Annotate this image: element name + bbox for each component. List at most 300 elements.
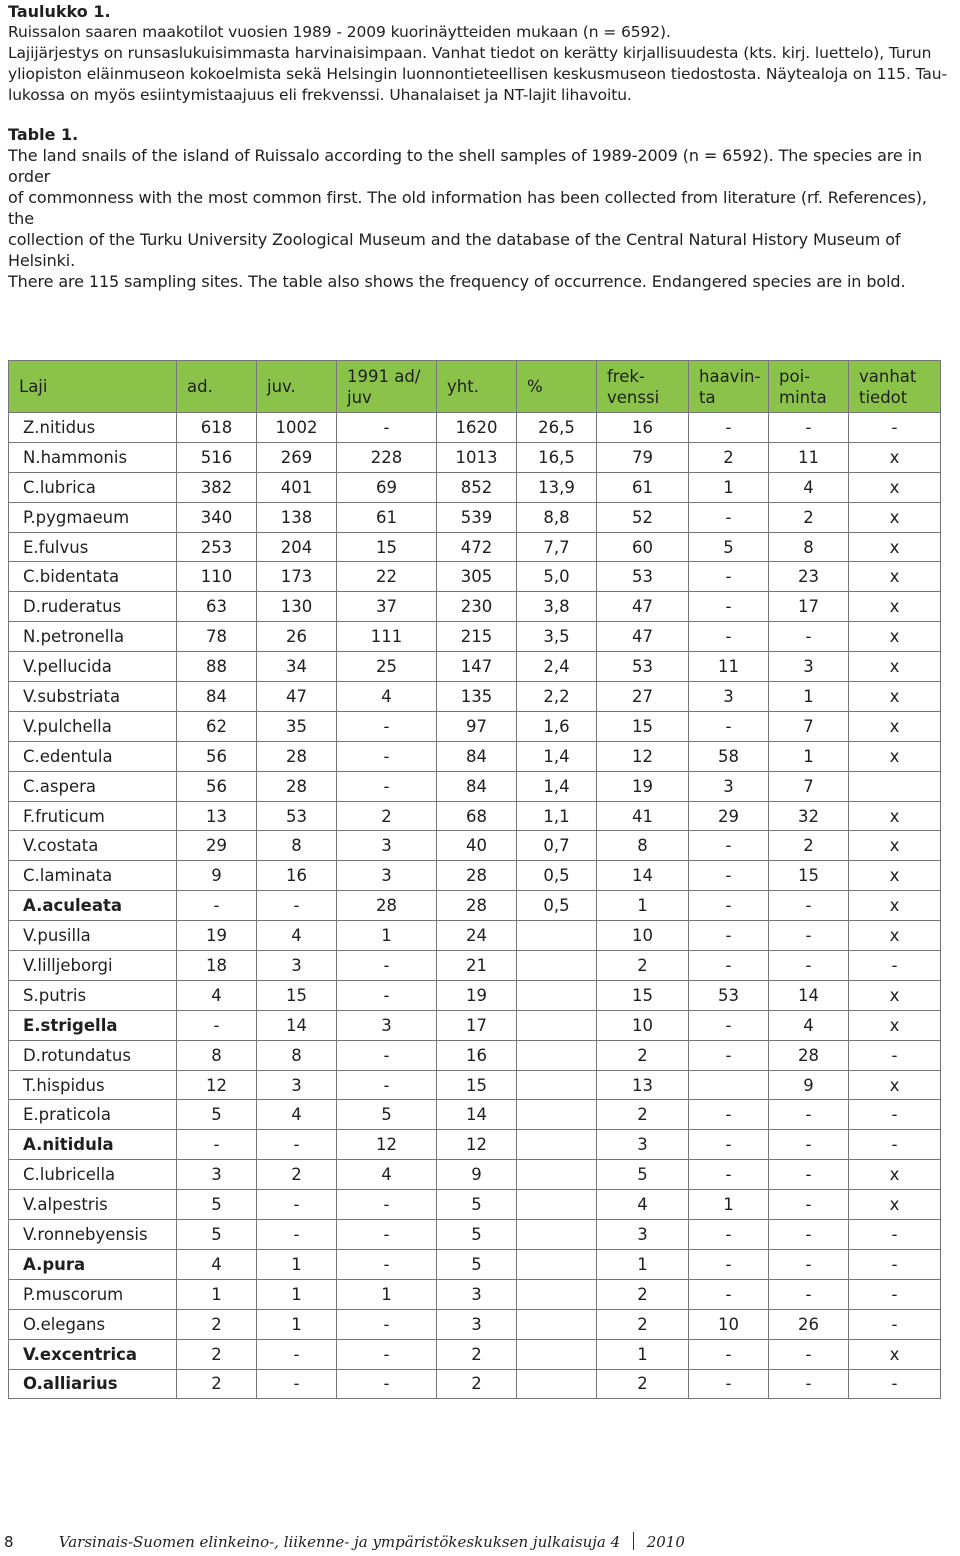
value-cell: - bbox=[689, 861, 769, 891]
value-cell: - bbox=[689, 1010, 769, 1040]
value-cell: 12 bbox=[597, 741, 689, 771]
value-cell: 1 bbox=[597, 1249, 689, 1279]
value-cell: 58 bbox=[689, 741, 769, 771]
value-cell: 1013 bbox=[437, 442, 517, 472]
table-row bbox=[9, 1339, 941, 1369]
publication-name: Varsinais-Suomen elinkeino-, liikenne- ja ympäristökeskuksen julkaisuja 4 bbox=[58, 1533, 621, 1551]
value-cell: - bbox=[689, 592, 769, 622]
value-cell: 2 bbox=[597, 1279, 689, 1309]
value-cell: - bbox=[689, 1220, 769, 1250]
table-row bbox=[9, 652, 941, 682]
species-cell: C.aspera bbox=[9, 771, 177, 801]
value-cell: 130 bbox=[257, 592, 337, 622]
value-cell: 2,2 bbox=[517, 682, 597, 712]
value-cell: x bbox=[849, 682, 941, 712]
value-cell: 2 bbox=[437, 1339, 517, 1369]
value-cell: 12 bbox=[177, 1070, 257, 1100]
value-cell: 28 bbox=[437, 891, 517, 921]
value-cell: 47 bbox=[597, 592, 689, 622]
value-cell: - bbox=[769, 1249, 849, 1279]
value-cell: 21 bbox=[437, 951, 517, 981]
species-cell: S.putris bbox=[9, 980, 177, 1010]
value-cell: - bbox=[337, 413, 437, 443]
species-cell: V.lilljeborgi bbox=[9, 951, 177, 981]
value-cell: 305 bbox=[437, 562, 517, 592]
value-cell: 2 bbox=[597, 1100, 689, 1130]
table-row bbox=[9, 562, 941, 592]
value-cell: x bbox=[849, 622, 941, 652]
table-row bbox=[9, 801, 941, 831]
value-cell: 25 bbox=[337, 652, 437, 682]
table-row bbox=[9, 1220, 941, 1250]
value-cell: 13 bbox=[177, 801, 257, 831]
value-cell: 19 bbox=[437, 980, 517, 1010]
table-row bbox=[9, 1040, 941, 1070]
value-cell: - bbox=[769, 891, 849, 921]
value-cell: 15 bbox=[769, 861, 849, 891]
value-cell: 24 bbox=[437, 921, 517, 951]
value-cell: 3 bbox=[257, 1070, 337, 1100]
value-cell: - bbox=[689, 1160, 769, 1190]
value-cell: x bbox=[849, 1190, 941, 1220]
value-cell: 0,7 bbox=[517, 831, 597, 861]
value-cell: 401 bbox=[257, 472, 337, 502]
value-cell: x bbox=[849, 1070, 941, 1100]
value-cell bbox=[517, 1279, 597, 1309]
value-cell: 2 bbox=[597, 1309, 689, 1339]
table-row bbox=[9, 1279, 941, 1309]
table-row bbox=[9, 771, 941, 801]
value-cell: 110 bbox=[177, 562, 257, 592]
value-cell: - bbox=[689, 1040, 769, 1070]
value-cell: 26,5 bbox=[517, 413, 597, 443]
publication-year: 2010 bbox=[646, 1533, 685, 1551]
species-cell: C.lubricella bbox=[9, 1160, 177, 1190]
value-cell: 41 bbox=[597, 801, 689, 831]
caption-line-en: The land snails of the island of Ruissalo according to the shell samples of 1989-2009 (n = 6592). The species are in order bbox=[8, 146, 923, 186]
value-cell: 47 bbox=[597, 622, 689, 652]
page-number: 8 bbox=[4, 1533, 14, 1551]
value-cell: 4 bbox=[337, 682, 437, 712]
caption-line-en: There are 115 sampling sites. The table also shows the frequency of occurrence. Endangered species are in bold. bbox=[8, 272, 906, 291]
species-cell: E.fulvus bbox=[9, 532, 177, 562]
value-cell bbox=[517, 1339, 597, 1369]
value-cell: 3 bbox=[337, 861, 437, 891]
table-row bbox=[9, 1369, 941, 1399]
table-row bbox=[9, 921, 941, 951]
value-cell bbox=[689, 1070, 769, 1100]
value-cell: 2 bbox=[257, 1160, 337, 1190]
caption-line-fi: Lajijärjestys on runsaslukuisimmasta harvinaisimpaan. Vanhat tiedot on kerätty kirjallisuudesta (kts. kirj. luettelo), Turun bbox=[8, 44, 932, 62]
table-row bbox=[9, 1010, 941, 1040]
value-cell: - bbox=[689, 831, 769, 861]
table-row bbox=[9, 442, 941, 472]
table-row bbox=[9, 711, 941, 741]
value-cell: x bbox=[849, 891, 941, 921]
value-cell: 23 bbox=[769, 562, 849, 592]
value-cell: x bbox=[849, 1010, 941, 1040]
species-cell: T.hispidus bbox=[9, 1070, 177, 1100]
value-cell: x bbox=[849, 532, 941, 562]
value-cell: 1620 bbox=[437, 413, 517, 443]
value-cell: 32 bbox=[769, 801, 849, 831]
value-cell: 5 bbox=[177, 1190, 257, 1220]
table-row bbox=[9, 622, 941, 652]
value-cell: 516 bbox=[177, 442, 257, 472]
species-cell: P.pygmaeum bbox=[9, 502, 177, 532]
value-cell bbox=[517, 1130, 597, 1160]
value-cell: 230 bbox=[437, 592, 517, 622]
table-row bbox=[9, 1309, 941, 1339]
value-cell bbox=[517, 1220, 597, 1250]
value-cell: x bbox=[849, 442, 941, 472]
value-cell: 253 bbox=[177, 532, 257, 562]
value-cell: 8 bbox=[769, 532, 849, 562]
column-header: poi- minta bbox=[769, 361, 849, 413]
value-cell: 1 bbox=[689, 472, 769, 502]
value-cell: - bbox=[257, 1190, 337, 1220]
species-cell: N.hammonis bbox=[9, 442, 177, 472]
value-cell: - bbox=[769, 921, 849, 951]
value-cell: 2,4 bbox=[517, 652, 597, 682]
value-cell: 3 bbox=[769, 652, 849, 682]
value-cell: 84 bbox=[177, 682, 257, 712]
species-cell: F.fruticum bbox=[9, 801, 177, 831]
value-cell: x bbox=[849, 831, 941, 861]
table-row bbox=[9, 682, 941, 712]
value-cell: x bbox=[849, 562, 941, 592]
value-cell bbox=[517, 980, 597, 1010]
value-cell: 56 bbox=[177, 771, 257, 801]
value-cell: - bbox=[337, 1040, 437, 1070]
value-cell: 3 bbox=[597, 1220, 689, 1250]
value-cell: - bbox=[769, 622, 849, 652]
value-cell: 135 bbox=[437, 682, 517, 712]
caption-title-en: Table 1. bbox=[8, 125, 79, 144]
value-cell: x bbox=[849, 592, 941, 622]
table-row bbox=[9, 1100, 941, 1130]
value-cell: 4 bbox=[257, 1100, 337, 1130]
value-cell: 1,4 bbox=[517, 771, 597, 801]
table-row bbox=[9, 1130, 941, 1160]
value-cell: 29 bbox=[689, 801, 769, 831]
value-cell: 5 bbox=[177, 1100, 257, 1130]
value-cell bbox=[517, 1309, 597, 1339]
value-cell: x bbox=[849, 502, 941, 532]
species-cell: A.pura bbox=[9, 1249, 177, 1279]
value-cell: 2 bbox=[437, 1369, 517, 1399]
species-cell: E.strigella bbox=[9, 1010, 177, 1040]
value-cell: 2 bbox=[769, 502, 849, 532]
value-cell: 53 bbox=[689, 980, 769, 1010]
value-cell: 5,0 bbox=[517, 562, 597, 592]
value-cell: 0,5 bbox=[517, 861, 597, 891]
value-cell: 12 bbox=[337, 1130, 437, 1160]
species-cell: V.pulchella bbox=[9, 711, 177, 741]
value-cell: 340 bbox=[177, 502, 257, 532]
value-cell: - bbox=[337, 741, 437, 771]
column-header: % bbox=[517, 361, 597, 413]
value-cell: 22 bbox=[337, 562, 437, 592]
value-cell: 16 bbox=[257, 861, 337, 891]
value-cell: - bbox=[337, 1309, 437, 1339]
value-cell: 78 bbox=[177, 622, 257, 652]
value-cell: 28 bbox=[769, 1040, 849, 1070]
value-cell: 1 bbox=[597, 891, 689, 921]
value-cell: 852 bbox=[437, 472, 517, 502]
value-cell: 3 bbox=[689, 682, 769, 712]
value-cell: - bbox=[769, 1130, 849, 1160]
value-cell: - bbox=[177, 1010, 257, 1040]
value-cell: 138 bbox=[257, 502, 337, 532]
value-cell: 5 bbox=[337, 1100, 437, 1130]
value-cell: 2 bbox=[177, 1339, 257, 1369]
value-cell: 14 bbox=[769, 980, 849, 1010]
value-cell: - bbox=[689, 1339, 769, 1369]
column-header: yht. bbox=[437, 361, 517, 413]
value-cell: - bbox=[689, 502, 769, 532]
value-cell: 5 bbox=[689, 532, 769, 562]
species-cell: Z.nitidus bbox=[9, 413, 177, 443]
species-cell: D.rotundatus bbox=[9, 1040, 177, 1070]
value-cell: 4 bbox=[257, 921, 337, 951]
value-cell bbox=[517, 1249, 597, 1279]
value-cell: - bbox=[769, 951, 849, 981]
value-cell: 26 bbox=[769, 1309, 849, 1339]
table-header-row bbox=[9, 361, 941, 413]
value-cell: 53 bbox=[597, 652, 689, 682]
value-cell: 63 bbox=[177, 592, 257, 622]
value-cell: - bbox=[337, 951, 437, 981]
species-cell: D.ruderatus bbox=[9, 592, 177, 622]
value-cell: - bbox=[689, 622, 769, 652]
value-cell: 19 bbox=[177, 921, 257, 951]
value-cell: - bbox=[769, 1160, 849, 1190]
value-cell: 228 bbox=[337, 442, 437, 472]
value-cell: x bbox=[849, 980, 941, 1010]
species-cell: C.lubrica bbox=[9, 472, 177, 502]
value-cell: 47 bbox=[257, 682, 337, 712]
value-cell: 215 bbox=[437, 622, 517, 652]
value-cell: 2 bbox=[177, 1369, 257, 1399]
value-cell: 9 bbox=[437, 1160, 517, 1190]
species-cell: C.laminata bbox=[9, 861, 177, 891]
table-row bbox=[9, 502, 941, 532]
value-cell: - bbox=[849, 1279, 941, 1309]
table-row bbox=[9, 861, 941, 891]
value-cell: 2 bbox=[597, 1040, 689, 1070]
value-cell: - bbox=[769, 1279, 849, 1309]
value-cell: 1 bbox=[257, 1249, 337, 1279]
value-cell: 97 bbox=[437, 711, 517, 741]
value-cell: 40 bbox=[437, 831, 517, 861]
value-cell: 16 bbox=[597, 413, 689, 443]
value-cell: 7,7 bbox=[517, 532, 597, 562]
value-cell: - bbox=[689, 711, 769, 741]
value-cell bbox=[517, 1190, 597, 1220]
table-row bbox=[9, 1160, 941, 1190]
value-cell: 1 bbox=[257, 1309, 337, 1339]
table-row bbox=[9, 592, 941, 622]
page-footer bbox=[4, 1532, 685, 1551]
value-cell: - bbox=[257, 1130, 337, 1160]
value-cell: 3 bbox=[177, 1160, 257, 1190]
value-cell: 53 bbox=[597, 562, 689, 592]
value-cell bbox=[517, 921, 597, 951]
value-cell: 1 bbox=[689, 1190, 769, 1220]
value-cell: 34 bbox=[257, 652, 337, 682]
value-cell: 10 bbox=[597, 1010, 689, 1040]
value-cell: 8 bbox=[257, 1040, 337, 1070]
value-cell: 1 bbox=[337, 1279, 437, 1309]
value-cell: 539 bbox=[437, 502, 517, 532]
value-cell: 4 bbox=[769, 472, 849, 502]
value-cell: 3 bbox=[437, 1279, 517, 1309]
species-cell: C.bidentata bbox=[9, 562, 177, 592]
value-cell: 7 bbox=[769, 771, 849, 801]
value-cell: 16,5 bbox=[517, 442, 597, 472]
value-cell: - bbox=[257, 1369, 337, 1399]
value-cell bbox=[517, 1040, 597, 1070]
species-cell: V.ronnebyensis bbox=[9, 1220, 177, 1250]
value-cell: 17 bbox=[769, 592, 849, 622]
value-cell: - bbox=[849, 1130, 941, 1160]
value-cell: 84 bbox=[437, 741, 517, 771]
snail-table bbox=[8, 360, 941, 1399]
value-cell: - bbox=[689, 1130, 769, 1160]
value-cell: 4 bbox=[177, 1249, 257, 1279]
caption-line-fi: yliopiston eläinmuseon kokoelmista sekä Helsingin luonnontieteellisen keskusmuseon tiedostosta. Näytealoja on 115. Tau- bbox=[8, 65, 948, 83]
caption-line-en: collection of the Turku University Zoological Museum and the database of the Central Natural History Museum of Helsinki. bbox=[8, 230, 901, 270]
value-cell: x bbox=[849, 861, 941, 891]
value-cell: 4 bbox=[597, 1190, 689, 1220]
table-row bbox=[9, 980, 941, 1010]
value-cell: 37 bbox=[337, 592, 437, 622]
value-cell: 3 bbox=[257, 951, 337, 981]
value-cell: 26 bbox=[257, 622, 337, 652]
value-cell: 147 bbox=[437, 652, 517, 682]
species-cell: V.excentrica bbox=[9, 1339, 177, 1369]
value-cell: 10 bbox=[689, 1309, 769, 1339]
value-cell: 5 bbox=[177, 1220, 257, 1250]
column-header: haavin- ta bbox=[689, 361, 769, 413]
value-cell: - bbox=[337, 1220, 437, 1250]
value-cell: 472 bbox=[437, 532, 517, 562]
value-cell: 3 bbox=[337, 831, 437, 861]
value-cell: 10 bbox=[597, 921, 689, 951]
value-cell: 19 bbox=[597, 771, 689, 801]
species-cell: P.muscorum bbox=[9, 1279, 177, 1309]
species-cell: A.aculeata bbox=[9, 891, 177, 921]
value-cell: x bbox=[849, 1339, 941, 1369]
value-cell: - bbox=[769, 1100, 849, 1130]
value-cell: 68 bbox=[437, 801, 517, 831]
value-cell: 61 bbox=[597, 472, 689, 502]
caption-title-fi: Taulukko 1. bbox=[8, 2, 111, 21]
species-cell: V.pellucida bbox=[9, 652, 177, 682]
value-cell: 27 bbox=[597, 682, 689, 712]
value-cell: x bbox=[849, 801, 941, 831]
value-cell: - bbox=[689, 1279, 769, 1309]
caption-line-fi: lukossa on myös esiintymistaajuus eli frekvenssi. Uhanalaiset ja NT-lajit lihavoitu. bbox=[8, 86, 632, 104]
column-header: vanhat tiedot bbox=[849, 361, 941, 413]
species-cell: V.costata bbox=[9, 831, 177, 861]
table-row bbox=[9, 532, 941, 562]
value-cell: 60 bbox=[597, 532, 689, 562]
value-cell: 28 bbox=[337, 891, 437, 921]
value-cell: 3 bbox=[689, 771, 769, 801]
table-row bbox=[9, 472, 941, 502]
value-cell: - bbox=[177, 1130, 257, 1160]
value-cell: 1,1 bbox=[517, 801, 597, 831]
value-cell: 1 bbox=[177, 1279, 257, 1309]
value-cell: 14 bbox=[437, 1100, 517, 1130]
value-cell: - bbox=[769, 1220, 849, 1250]
value-cell bbox=[517, 1369, 597, 1399]
value-cell: 269 bbox=[257, 442, 337, 472]
value-cell bbox=[517, 1160, 597, 1190]
value-cell: 14 bbox=[597, 861, 689, 891]
value-cell: 2 bbox=[597, 951, 689, 981]
value-cell: 61 bbox=[337, 502, 437, 532]
value-cell: 5 bbox=[437, 1220, 517, 1250]
value-cell: 16 bbox=[437, 1040, 517, 1070]
value-cell: - bbox=[689, 1100, 769, 1130]
column-header: Laji bbox=[9, 361, 177, 413]
value-cell: 8,8 bbox=[517, 502, 597, 532]
table-caption bbox=[8, 2, 956, 292]
value-cell: 8 bbox=[597, 831, 689, 861]
value-cell: - bbox=[849, 1309, 941, 1339]
value-cell: 28 bbox=[257, 741, 337, 771]
value-cell: 111 bbox=[337, 622, 437, 652]
table-body bbox=[9, 413, 941, 1399]
value-cell: 15 bbox=[437, 1070, 517, 1100]
value-cell: - bbox=[337, 980, 437, 1010]
value-cell: 1 bbox=[337, 921, 437, 951]
value-cell: 3,8 bbox=[517, 592, 597, 622]
column-header: juv. bbox=[257, 361, 337, 413]
value-cell: - bbox=[849, 951, 941, 981]
value-cell: - bbox=[849, 1369, 941, 1399]
value-cell: 29 bbox=[177, 831, 257, 861]
value-cell: 56 bbox=[177, 741, 257, 771]
value-cell: 0,5 bbox=[517, 891, 597, 921]
value-cell: - bbox=[849, 413, 941, 443]
value-cell: 28 bbox=[257, 771, 337, 801]
table-row bbox=[9, 951, 941, 981]
value-cell: 4 bbox=[177, 980, 257, 1010]
value-cell: - bbox=[849, 1040, 941, 1070]
value-cell bbox=[517, 1070, 597, 1100]
value-cell: - bbox=[689, 413, 769, 443]
value-cell: 17 bbox=[437, 1010, 517, 1040]
value-cell: - bbox=[337, 771, 437, 801]
value-cell: 35 bbox=[257, 711, 337, 741]
value-cell: - bbox=[177, 891, 257, 921]
value-cell: 2 bbox=[769, 831, 849, 861]
species-cell: V.alpestris bbox=[9, 1190, 177, 1220]
value-cell: x bbox=[849, 652, 941, 682]
column-header: 1991 ad/ juv bbox=[337, 361, 437, 413]
value-cell: 4 bbox=[337, 1160, 437, 1190]
species-cell: A.nitidula bbox=[9, 1130, 177, 1160]
value-cell: 5 bbox=[597, 1160, 689, 1190]
value-cell: 11 bbox=[689, 652, 769, 682]
value-cell: x bbox=[849, 472, 941, 502]
species-cell: V.substriata bbox=[9, 682, 177, 712]
value-cell: 69 bbox=[337, 472, 437, 502]
